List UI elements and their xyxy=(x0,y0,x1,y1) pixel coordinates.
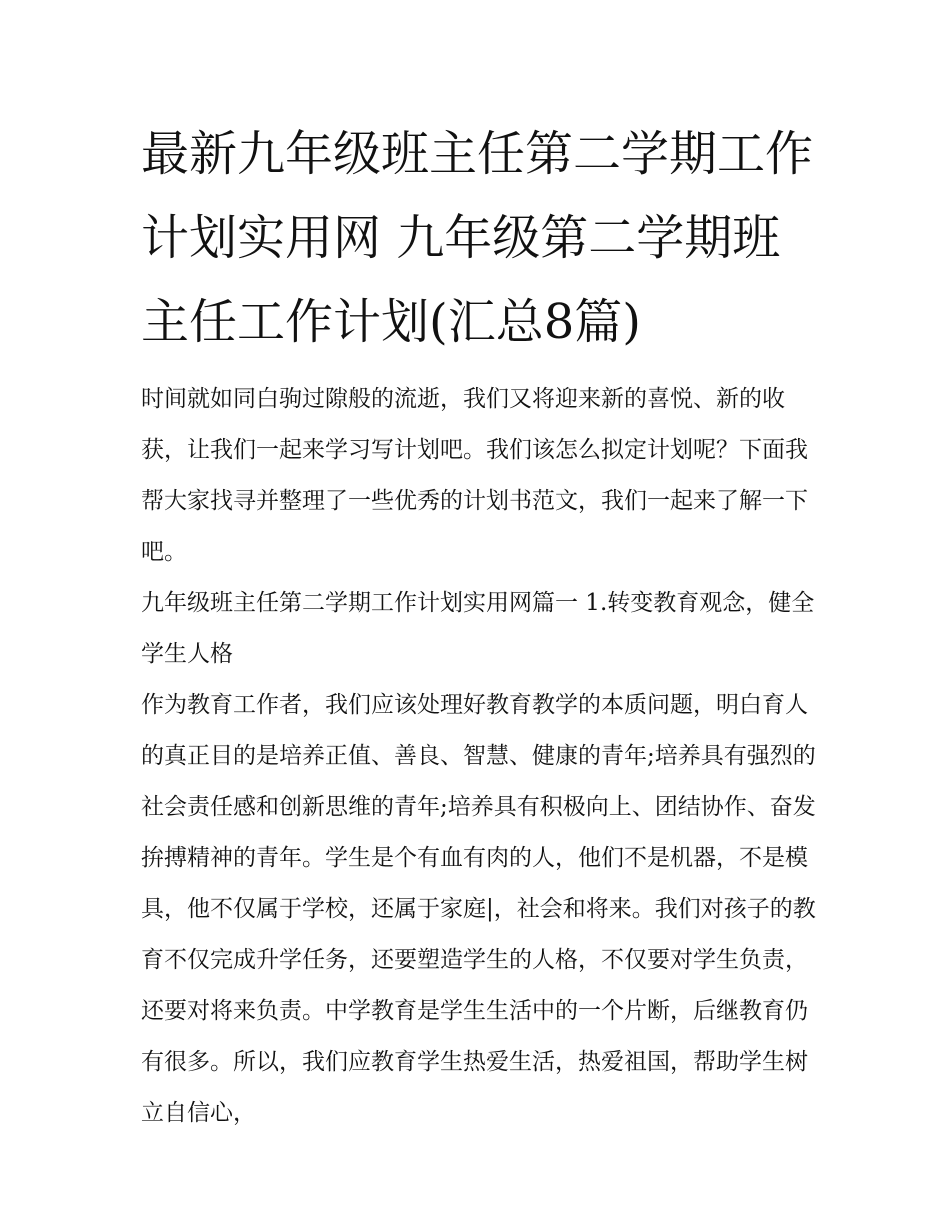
section-heading: 九年级班主任第二学期工作计划实用网篇一 1.转变教育观念，健全学生人格 xyxy=(141,590,815,667)
intro-paragraph: 时间就如同白驹过隙般的流逝，我们又将迎来新的喜悦、新的收获，让我们一起来学习写计划吧。我们该怎么拟定计划呢？下面我帮大家找寻并整理了一些优秀的计划书范文，我们一起来了解一下吧。 xyxy=(141,386,808,565)
document-content xyxy=(141,112,817,1139)
document-title: 最新九年级班主任第二学期工作计划实用网 九年级第二学期班主任工作计划(汇总8篇) xyxy=(141,126,814,350)
body-paragraph: 作为教育工作者，我们应该处理好教育教学的本质问题，明白育人的真正目的是培养正值、善良、智慧、健康的青年;培养具有强烈的社会责任感和创新思维的青年;培养具有积极向上、团结协作、奋发拚搏精神的青年。学生是个有血有肉的人，他们不是机器，不是模具，他不仅属于学校，还属于家庭|，社会和将来。我们对孩子的教育不仅完成升学任务，还要塑造学生的人格，不仅要对学生负责，还要对将来负责。中学教育是学生生活中的一个片断，后继教育仍有很多。所以，我们应教育学生热爱生活，热爱祖国，帮助学生树立自信心， xyxy=(141,692,816,1126)
